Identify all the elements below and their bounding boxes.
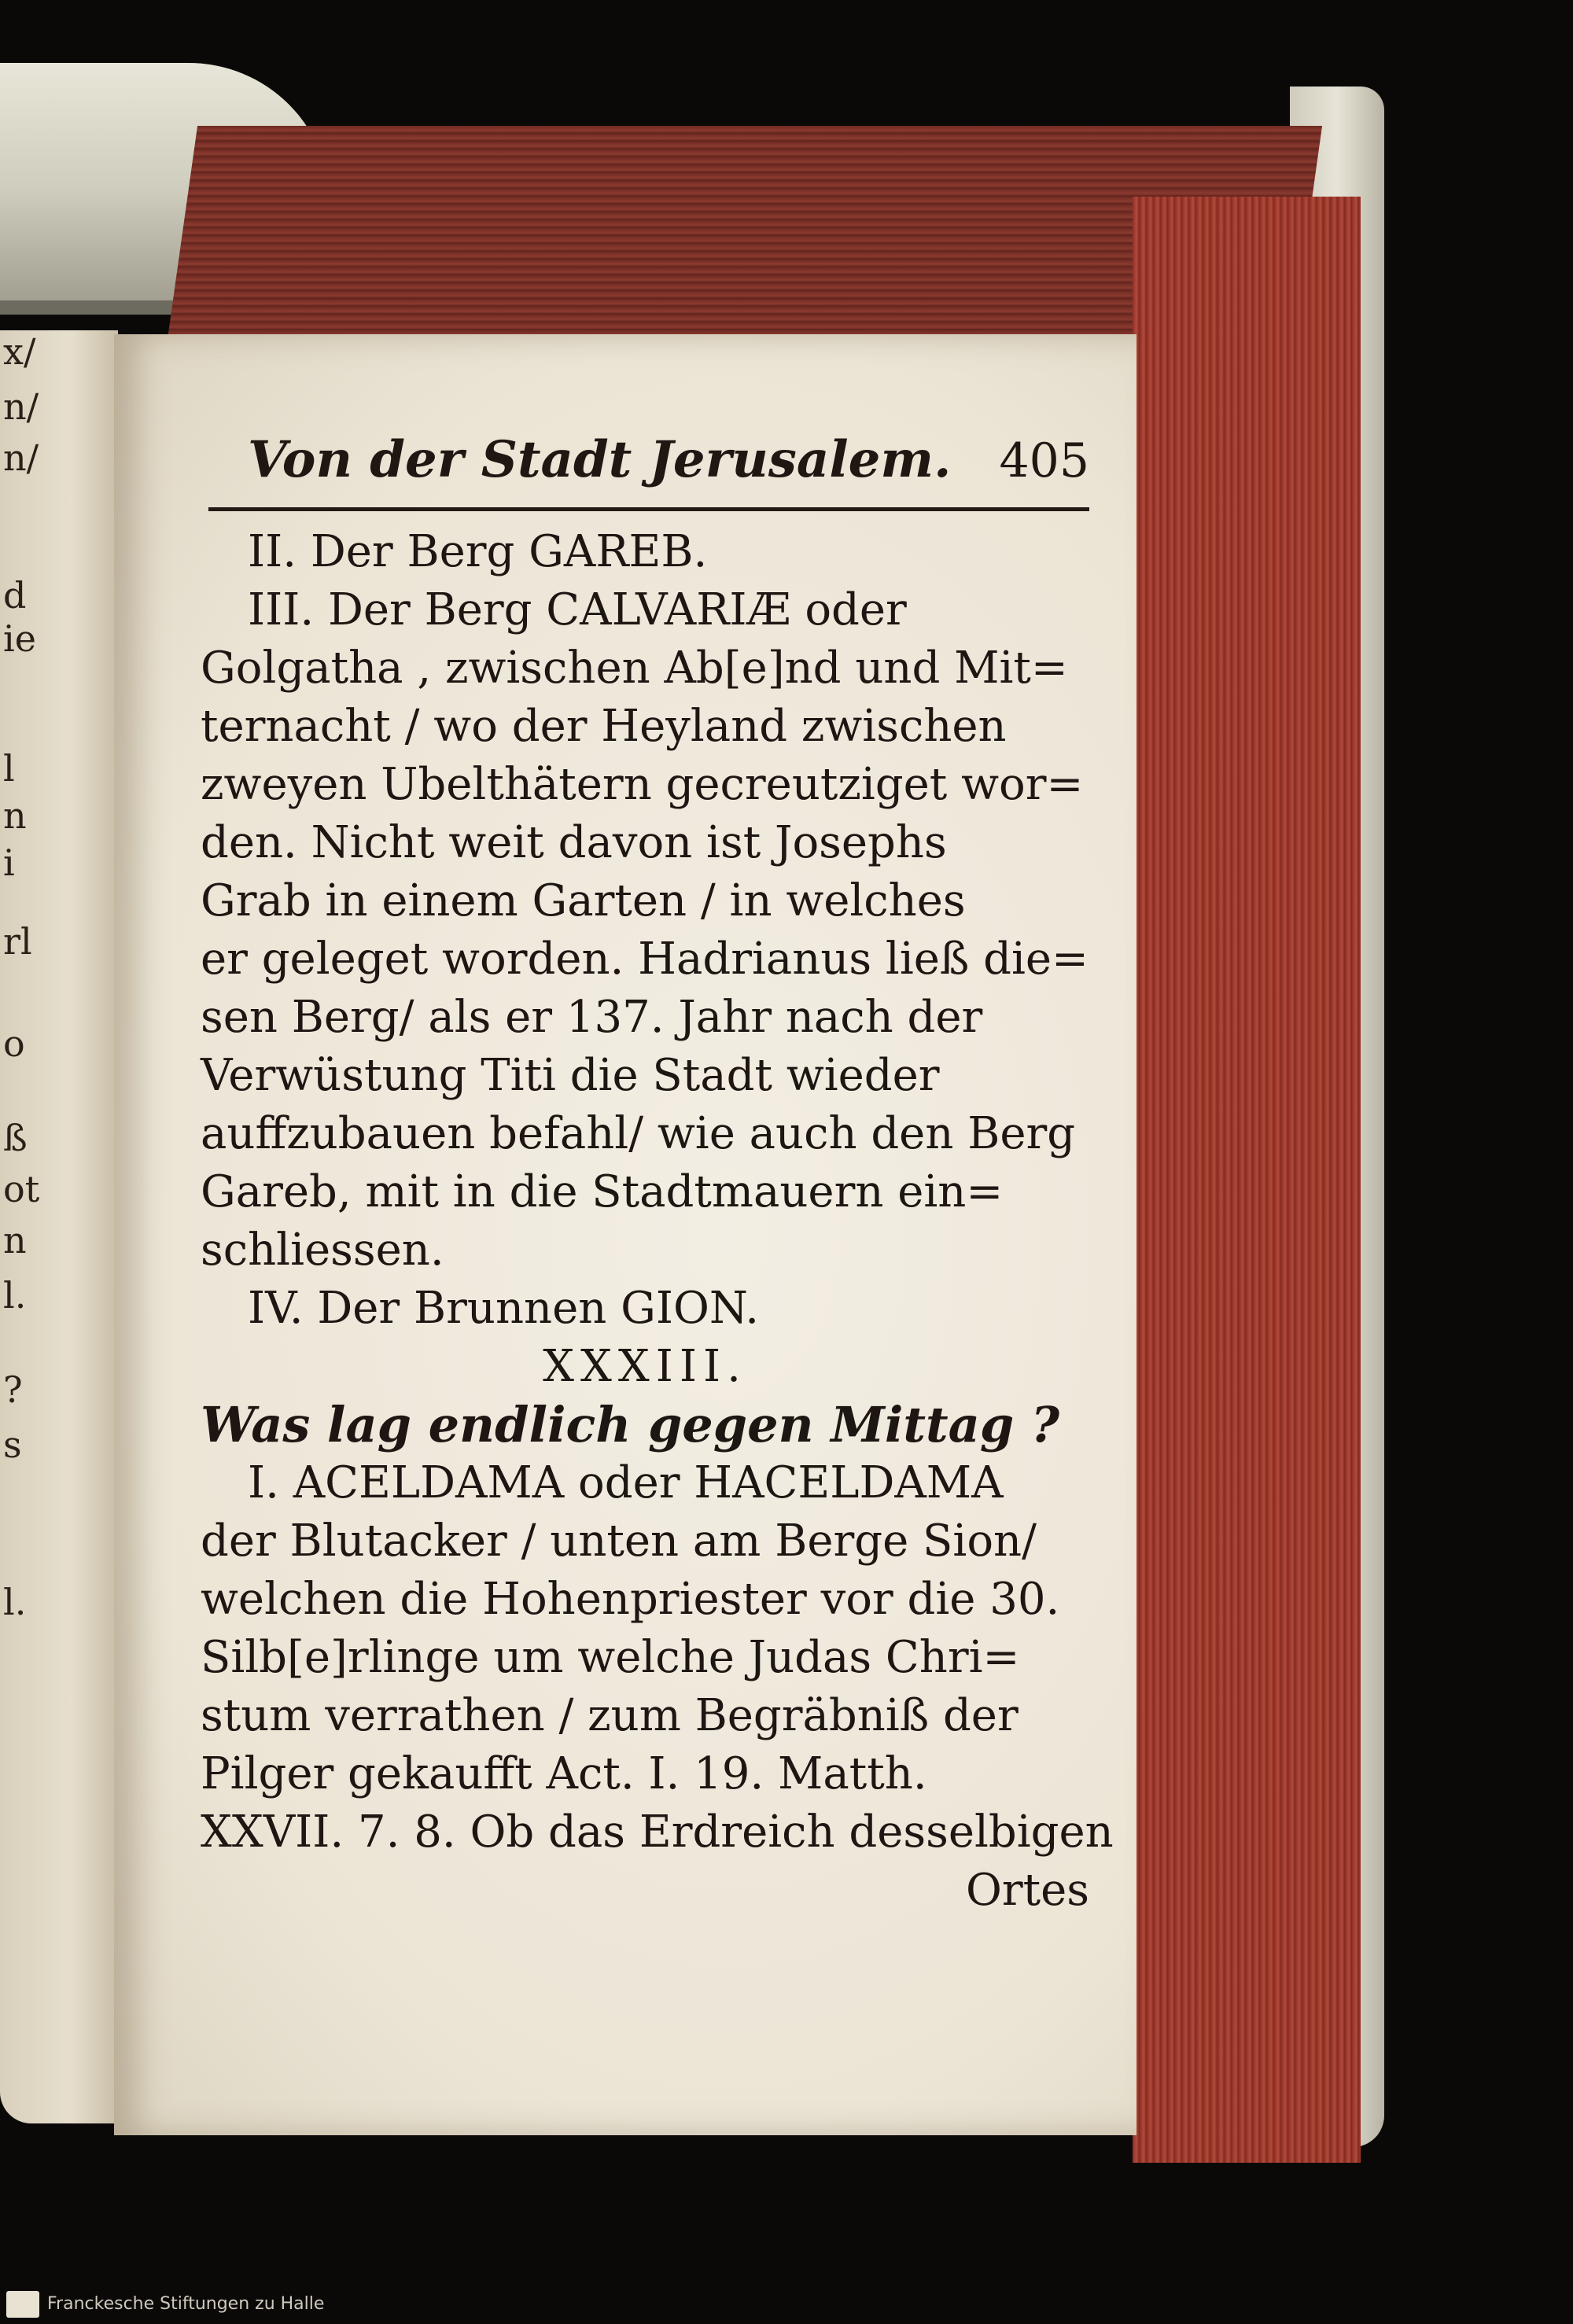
left-page-fragment: ot [3, 1168, 40, 1210]
text-line: zweyen Ubelthätern gecreutziget wor= [201, 759, 1084, 810]
text-line: I. ACELDAMA oder HACELDAMA [248, 1457, 1004, 1508]
left-facing-page [0, 330, 118, 2123]
text-line: er geleget worden. Hadrianus ließ die= [201, 934, 1089, 985]
left-page-fragment: d [3, 574, 27, 617]
text-line: XXVII. 7. 8. Ob das Erdreich desselbigen [201, 1807, 1114, 1858]
left-page-fragment: l. [3, 1581, 27, 1623]
text-line: XXXIII. [543, 1341, 747, 1392]
footer-label: Franckesche Stiftungen zu Halle [47, 2294, 325, 2314]
text-line: schliessen. [201, 1225, 444, 1276]
text-line: sen Berg/ als er 137. Jahr nach der [201, 992, 983, 1043]
left-page-fragment: o [3, 1022, 25, 1065]
page-body [201, 523, 1114, 1920]
page-block-right-edge [1133, 197, 1361, 2163]
left-page-fragment: rl [3, 920, 32, 963]
footer-bar [0, 2285, 1573, 2324]
left-page-fragment: ? [3, 1368, 23, 1411]
left-page-fragment: x/ [3, 330, 36, 373]
text-line: Ortes [965, 1865, 1089, 1916]
text-line: ternacht / wo der Heyland zwischen [201, 701, 1007, 752]
left-page-fragment: s [3, 1423, 22, 1466]
text-line: Silb[e]rlinge um welche Judas Chri= [201, 1632, 1020, 1683]
text-line: Pilger gekaufft Act. I. 19. Matth. [201, 1748, 927, 1799]
text-line: II. Der Berg GAREB. [248, 526, 708, 577]
left-page-fragment: i [3, 842, 15, 884]
left-page-fragment: ie [3, 617, 36, 660]
left-page-fragment: l. [3, 1274, 27, 1317]
text-line: III. Der Berg CALVARIÆ oder [248, 584, 907, 635]
text-line: Golgatha , zwischen Ab[e]nd und Mit= [201, 643, 1068, 694]
text-line: Was lag endlich gegen Mittag ? [201, 1396, 1060, 1453]
book-page [114, 334, 1136, 2135]
text-line: Verwüstung Titi die Stadt wieder [201, 1050, 940, 1101]
text-line: stum verrathen / zum Begräbniß der [201, 1690, 1019, 1741]
text-line: Grab in einem Garten / in welches [201, 875, 966, 926]
left-page-fragment: l [3, 747, 15, 790]
left-page-fragment: n [3, 1219, 27, 1261]
text-line: auffzubauen befahl/ wie auch den Berg [201, 1108, 1076, 1159]
text-line: IV. Der Brunnen GION. [248, 1283, 760, 1334]
left-page-fragment: n/ [3, 385, 39, 428]
running-header [208, 421, 1089, 511]
text-line: welchen die Hohenpriester vor die 30. [201, 1574, 1060, 1625]
left-page-fragment: n [3, 794, 27, 837]
institution-logo-icon [6, 2291, 39, 2318]
left-page-fragment: n/ [3, 436, 39, 479]
left-page-fragment: ß [3, 1117, 28, 1159]
page-number: 405 [999, 433, 1089, 488]
text-line: Gareb, mit in die Stadtmauern ein= [201, 1166, 1004, 1217]
text-line: den. Nicht weit davon ist Josephs [201, 817, 947, 868]
text-line: der Blutacker / unten am Berge Sion/ [201, 1516, 1037, 1567]
running-title: Von der Stadt Jerusalem. [248, 430, 952, 489]
